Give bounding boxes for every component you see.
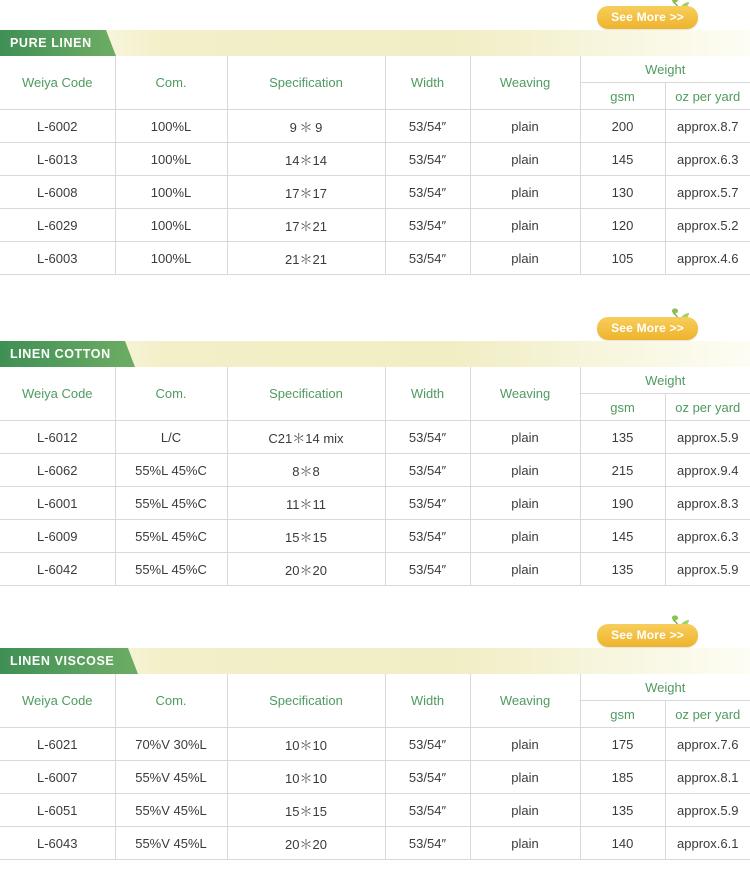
section-title: PURE LINEN bbox=[0, 30, 106, 56]
cell-code: L-6007 bbox=[0, 761, 115, 794]
cell-weaving: plain bbox=[470, 728, 580, 761]
cell-spec: 20＊20 bbox=[227, 553, 385, 586]
cell-gsm: 175 bbox=[580, 728, 665, 761]
table-row bbox=[0, 728, 750, 761]
cell-weaving: plain bbox=[470, 421, 580, 454]
cell-width: 53/54″ bbox=[385, 761, 470, 794]
cell-gsm: 130 bbox=[580, 176, 665, 209]
cell-gsm: 105 bbox=[580, 242, 665, 275]
cell-com: 70%V 30%L bbox=[115, 728, 227, 761]
see-more-row bbox=[0, 0, 750, 30]
th-oz-per-yard: oz per yard bbox=[665, 394, 750, 421]
table-row bbox=[0, 827, 750, 860]
th-weight: Weight bbox=[580, 674, 750, 701]
section-linen-viscose bbox=[0, 618, 750, 860]
cell-oz: approx.8.1 bbox=[665, 761, 750, 794]
th-weiya-code: Weiya Code bbox=[0, 56, 115, 110]
section-linen-cotton bbox=[0, 311, 750, 586]
cell-gsm: 120 bbox=[580, 209, 665, 242]
th-weaving: Weaving bbox=[470, 367, 580, 421]
cell-spec: 21＊21 bbox=[227, 242, 385, 275]
cell-weaving: plain bbox=[470, 487, 580, 520]
cell-oz: approx.7.6 bbox=[665, 728, 750, 761]
th-width: Width bbox=[385, 674, 470, 728]
section-title: LINEN VISCOSE bbox=[0, 648, 128, 674]
table-header-row bbox=[0, 674, 750, 701]
section-title-bar bbox=[0, 648, 750, 674]
cell-width: 53/54″ bbox=[385, 143, 470, 176]
cell-code: L-6002 bbox=[0, 110, 115, 143]
cell-code: L-6001 bbox=[0, 487, 115, 520]
cell-gsm: 190 bbox=[580, 487, 665, 520]
section-spacer bbox=[0, 586, 750, 618]
see-more-row bbox=[0, 618, 750, 648]
cell-weaving: plain bbox=[470, 176, 580, 209]
cell-gsm: 135 bbox=[580, 794, 665, 827]
cell-code: L-6043 bbox=[0, 827, 115, 860]
cell-width: 53/54″ bbox=[385, 242, 470, 275]
cell-code: L-6008 bbox=[0, 176, 115, 209]
cell-weaving: plain bbox=[470, 761, 580, 794]
th-com: Com. bbox=[115, 674, 227, 728]
cell-width: 53/54″ bbox=[385, 827, 470, 860]
section-title-bar bbox=[0, 30, 750, 56]
cell-weaving: plain bbox=[470, 794, 580, 827]
table-header-row bbox=[0, 367, 750, 394]
cell-oz: approx.6.3 bbox=[665, 520, 750, 553]
cell-com: 55%L 45%C bbox=[115, 454, 227, 487]
th-weight: Weight bbox=[580, 56, 750, 83]
cell-code: L-6042 bbox=[0, 553, 115, 586]
cell-width: 53/54″ bbox=[385, 176, 470, 209]
cell-com: 55%L 45%C bbox=[115, 520, 227, 553]
table-row bbox=[0, 110, 750, 143]
table-row bbox=[0, 454, 750, 487]
cell-code: L-6062 bbox=[0, 454, 115, 487]
cell-oz: approx.5.7 bbox=[665, 176, 750, 209]
cell-oz: approx.5.2 bbox=[665, 209, 750, 242]
cell-spec: 9 ＊ 9 bbox=[227, 110, 385, 143]
cell-com: 100%L bbox=[115, 242, 227, 275]
cell-com: L/C bbox=[115, 421, 227, 454]
cell-spec: 8＊8 bbox=[227, 454, 385, 487]
cell-weaving: plain bbox=[470, 827, 580, 860]
cell-gsm: 185 bbox=[580, 761, 665, 794]
cell-spec: 17＊21 bbox=[227, 209, 385, 242]
th-specification: Specification bbox=[227, 367, 385, 421]
th-width: Width bbox=[385, 367, 470, 421]
cell-gsm: 135 bbox=[580, 553, 665, 586]
cell-gsm: 215 bbox=[580, 454, 665, 487]
cell-width: 53/54″ bbox=[385, 794, 470, 827]
cell-com: 100%L bbox=[115, 209, 227, 242]
cell-width: 53/54″ bbox=[385, 520, 470, 553]
table-row bbox=[0, 143, 750, 176]
cell-width: 53/54″ bbox=[385, 728, 470, 761]
see-more-button[interactable]: See More >> bbox=[597, 317, 698, 340]
th-gsm: gsm bbox=[580, 83, 665, 110]
cell-gsm: 145 bbox=[580, 143, 665, 176]
cell-weaving: plain bbox=[470, 520, 580, 553]
cell-width: 53/54″ bbox=[385, 454, 470, 487]
spec-table-pure-linen bbox=[0, 56, 750, 275]
th-specification: Specification bbox=[227, 56, 385, 110]
cell-code: L-6003 bbox=[0, 242, 115, 275]
spec-table-linen-cotton bbox=[0, 367, 750, 586]
table-row bbox=[0, 794, 750, 827]
th-gsm: gsm bbox=[580, 394, 665, 421]
cell-width: 53/54″ bbox=[385, 209, 470, 242]
cell-code: L-6051 bbox=[0, 794, 115, 827]
cell-weaving: plain bbox=[470, 553, 580, 586]
cell-oz: approx.5.9 bbox=[665, 794, 750, 827]
cell-spec: 17＊17 bbox=[227, 176, 385, 209]
section-title-bar bbox=[0, 341, 750, 367]
table-row bbox=[0, 176, 750, 209]
cell-gsm: 200 bbox=[580, 110, 665, 143]
cell-gsm: 140 bbox=[580, 827, 665, 860]
see-more-button[interactable]: See More >> bbox=[597, 6, 698, 29]
cell-com: 55%V 45%L bbox=[115, 794, 227, 827]
cell-width: 53/54″ bbox=[385, 421, 470, 454]
cell-weaving: plain bbox=[470, 143, 580, 176]
cell-spec: 15＊15 bbox=[227, 520, 385, 553]
see-more-button[interactable]: See More >> bbox=[597, 624, 698, 647]
th-com: Com. bbox=[115, 367, 227, 421]
th-weaving: Weaving bbox=[470, 674, 580, 728]
table-row bbox=[0, 761, 750, 794]
cell-com: 55%V 45%L bbox=[115, 827, 227, 860]
cell-code: L-6012 bbox=[0, 421, 115, 454]
table-row bbox=[0, 553, 750, 586]
table-header-row bbox=[0, 56, 750, 83]
cell-oz: approx.8.3 bbox=[665, 487, 750, 520]
cell-spec: 11＊11 bbox=[227, 487, 385, 520]
th-specification: Specification bbox=[227, 674, 385, 728]
cell-width: 53/54″ bbox=[385, 487, 470, 520]
cell-com: 55%L 45%C bbox=[115, 487, 227, 520]
cell-code: L-6021 bbox=[0, 728, 115, 761]
table-row bbox=[0, 520, 750, 553]
cell-oz: approx.8.7 bbox=[665, 110, 750, 143]
cell-oz: approx.5.9 bbox=[665, 421, 750, 454]
section-title: LINEN COTTON bbox=[0, 341, 125, 367]
cell-weaving: plain bbox=[470, 209, 580, 242]
cell-spec: 14＊14 bbox=[227, 143, 385, 176]
cell-code: L-6013 bbox=[0, 143, 115, 176]
cell-oz: approx.5.9 bbox=[665, 553, 750, 586]
section-spacer bbox=[0, 275, 750, 311]
cell-oz: approx.6.1 bbox=[665, 827, 750, 860]
cell-weaving: plain bbox=[470, 242, 580, 275]
cell-spec: C21＊14 mix bbox=[227, 421, 385, 454]
cell-com: 100%L bbox=[115, 176, 227, 209]
cell-oz: approx.6.3 bbox=[665, 143, 750, 176]
cell-spec: 10＊10 bbox=[227, 761, 385, 794]
cell-com: 55%L 45%C bbox=[115, 553, 227, 586]
th-com: Com. bbox=[115, 56, 227, 110]
table-row bbox=[0, 209, 750, 242]
cell-oz: approx.4.6 bbox=[665, 242, 750, 275]
cell-spec: 20＊20 bbox=[227, 827, 385, 860]
see-more-row bbox=[0, 311, 750, 341]
cell-oz: approx.9.4 bbox=[665, 454, 750, 487]
th-width: Width bbox=[385, 56, 470, 110]
table-row bbox=[0, 487, 750, 520]
th-weiya-code: Weiya Code bbox=[0, 367, 115, 421]
cell-spec: 15＊15 bbox=[227, 794, 385, 827]
cell-com: 100%L bbox=[115, 110, 227, 143]
th-weight: Weight bbox=[580, 367, 750, 394]
th-oz-per-yard: oz per yard bbox=[665, 83, 750, 110]
th-oz-per-yard: oz per yard bbox=[665, 701, 750, 728]
cell-code: L-6029 bbox=[0, 209, 115, 242]
section-pure-linen bbox=[0, 0, 750, 275]
cell-width: 53/54″ bbox=[385, 553, 470, 586]
table-row bbox=[0, 421, 750, 454]
cell-com: 100%L bbox=[115, 143, 227, 176]
cell-spec: 10＊10 bbox=[227, 728, 385, 761]
table-row bbox=[0, 242, 750, 275]
cell-com: 55%V 45%L bbox=[115, 761, 227, 794]
th-gsm: gsm bbox=[580, 701, 665, 728]
cell-weaving: plain bbox=[470, 110, 580, 143]
th-weiya-code: Weiya Code bbox=[0, 674, 115, 728]
cell-gsm: 135 bbox=[580, 421, 665, 454]
cell-width: 53/54″ bbox=[385, 110, 470, 143]
cell-weaving: plain bbox=[470, 454, 580, 487]
cell-gsm: 145 bbox=[580, 520, 665, 553]
th-weaving: Weaving bbox=[470, 56, 580, 110]
cell-code: L-6009 bbox=[0, 520, 115, 553]
spec-table-linen-viscose bbox=[0, 674, 750, 860]
